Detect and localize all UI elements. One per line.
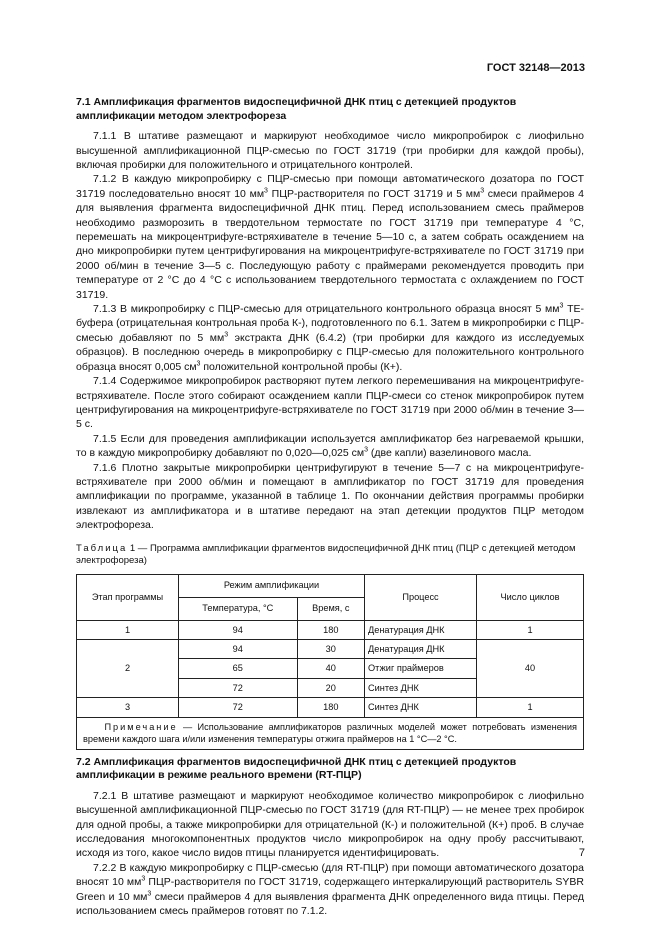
table-caption: Таблица 1 — Программа амплификации фрагментов видоспецифичной ДНК птиц (ПЦР с детекцией методом электрофореза) [76,542,576,567]
table-note: Примечание — Использование амплификаторов различных моделей может потребовать изменения времени каждого шага и/или изменения температуры отжига праймеров на 1 °С—2 °С. [77,717,584,749]
table-row: 2 94 30 Денатурация ДНК 40 [77,639,584,658]
header-mode: Режим амплификации [179,574,365,597]
section-7-2-title: 7.2 Амплификация фрагментов видоспецифичной ДНК птиц с детекцией продуктов амплификации в режиме реального времени (RT-ПЦР) [76,755,517,782]
table-row: 65 40 Отжиг праймеров [77,659,584,678]
header-cycles: Число циклов [477,574,584,620]
table-note-row [77,717,584,749]
section-7-1-title: 7.1 Амплификация фрагментов видоспецифичной ДНК птиц с детекцией продуктов амплификации методом электрофореза [76,96,517,122]
paragraph-7-1-2: 7.1.2 В каждую микропробирку с ПЦР-смесью при помощи автоматического дозатора по ГОСТ 31719 последовательно вносят 10 $мм^3$ ПЦР-растворителя по ГОСТ 31719 и 5 $мм^3$ смеси праймеров 4 для выявления фрагмента видоспецифичной ДНК птиц. Перед использованием смесь праймеров необходимо разморозить в твердотельном термостате по ГОСТ 31719 при температуре 4 °С, перемешать на микроцентрифуге-встряхивателе в течение 5—10 с, а затем собрать осаждением на дно микропробирки путем центрифугирования на микроцентрифуге-встряхивателе по ГОСТ 31719 при 2000 об/мин в течение 3—5 с. Последующую работу с праймерами рекомендуется проводить при температуре от 2 °С до 4 °С с использованием твердотельного термостата с охлаждением по ГОСТ 31719. [76,173,585,301]
page-content [76,96,584,918]
paragraph-7-1-5: 7.1.5 Если для проведения амплификации используется амплификатор без нагреваемой крышки, то в каждую микропробирку добавляют по 0,020—0,025 $см^3$ (две капли) вазелинового масла. [76,432,584,460]
table-row: 72 20 Синтез ДНК [77,678,584,697]
amplification-program-table [76,574,584,750]
paragraph-7-1-1: 7.1.1 В штативе размещают и маркируют необходимое число микропробирок с лиофильно высушенной амплификационной ПЦР-смесью по ГОСТ 31719 (три пробирки для каждой пробы), включая пробирки для положительного и отрицательного контролей. [76,130,584,171]
table-row: 1 94 180 Денатурация ДНК 1 [77,620,584,639]
header-stage: Этап программы [77,574,179,620]
doc-code-header: ГОСТ 32148—2013 [486,62,585,74]
paragraph-7-1-6: 7.1.6 Плотно закрытые микропробирки центрифугируют в течение 5—7 с на микроцентрифуге-встряхивателе при 2000 об/мин и помещают в амплификатор по ГОСТ 31719 для проведения амплификации по программе, указанной в таблице 1. По окончании действия программы пробирки извлекают из амплификатора и в штативе передают на этап детекции продуктов ПЦР методом электрофореза. [76,461,584,532]
paragraph-7-2-2: 7.2.2 В каждую микропробирку с ПЦР-смесью (для RT-ПЦР) при помощи автоматического дозатора вносят 10 $мм^3$ ПЦР-растворителя по ГОСТ 31719, содержащего интеркалирующий растворитель SYBR Green и 10 $мм^3$ смеси праймеров 4 для выявления фрагмента ДНК определенного вида птицы. Перед использованием смесь праймеров готовят по 7.1.2. [76,861,584,918]
paragraph-7-2-1: 7.2.1 В штативе размещают и маркируют необходимое количество микропробирок с лиофильно высушенной амплификационной ПЦР-смесью по ГОСТ 31719 (для RT-ПЦР) — не менее трех пробирок для одной пробы, а также микропробирки для отрицательной (К-) и положительной (К+) проб. В случае исследования многокомпонентных продуктов число микропробирок на одну пробу рассчитывают, исходя из того, какое число видов птицы планируется идентифицировать. [76,789,584,860]
header-temp: Температура, °С [179,597,298,620]
header-time: Время, с [297,597,364,620]
paragraph-7-1-3: 7.1.3 В микропробирку с ПЦР-смесью для отрицательного контрольного образца вносят 5 $мм^3$ ТЕ-буфера (отрицательная контрольная проба К-), подготовленного по 6.1. Затем в микропробирки с ПЦР-смесью добавляют по 5 $мм^3$ экстракта ДНК (6.4.2) (три пробирки для каждого из исследуемых образцов). В последнюю очередь в микропробирку с ПЦР-смесью для положительного контрольного образца вносят 0,005 $см^3$ положительной контрольной пробы (К+). [76,302,584,373]
page-number: 7 [578,847,585,859]
table-row: 3 72 180 Синтез ДНК 1 [77,698,584,717]
paragraph-7-1-4: 7.1.4 Содержимое микропробирок растворяют путем легкого перемешивания на микроцентрифуге-встряхивателе. После этого собирают осаждением капли ПЦР-смеси со стенок микропробирок путем центрифугирования на микроцентрифуге-встряхивателе по ГОСТ 31719 при 2000 об/мин в течение 3—5 с. [76,375,584,431]
header-process: Процесс [365,574,477,620]
